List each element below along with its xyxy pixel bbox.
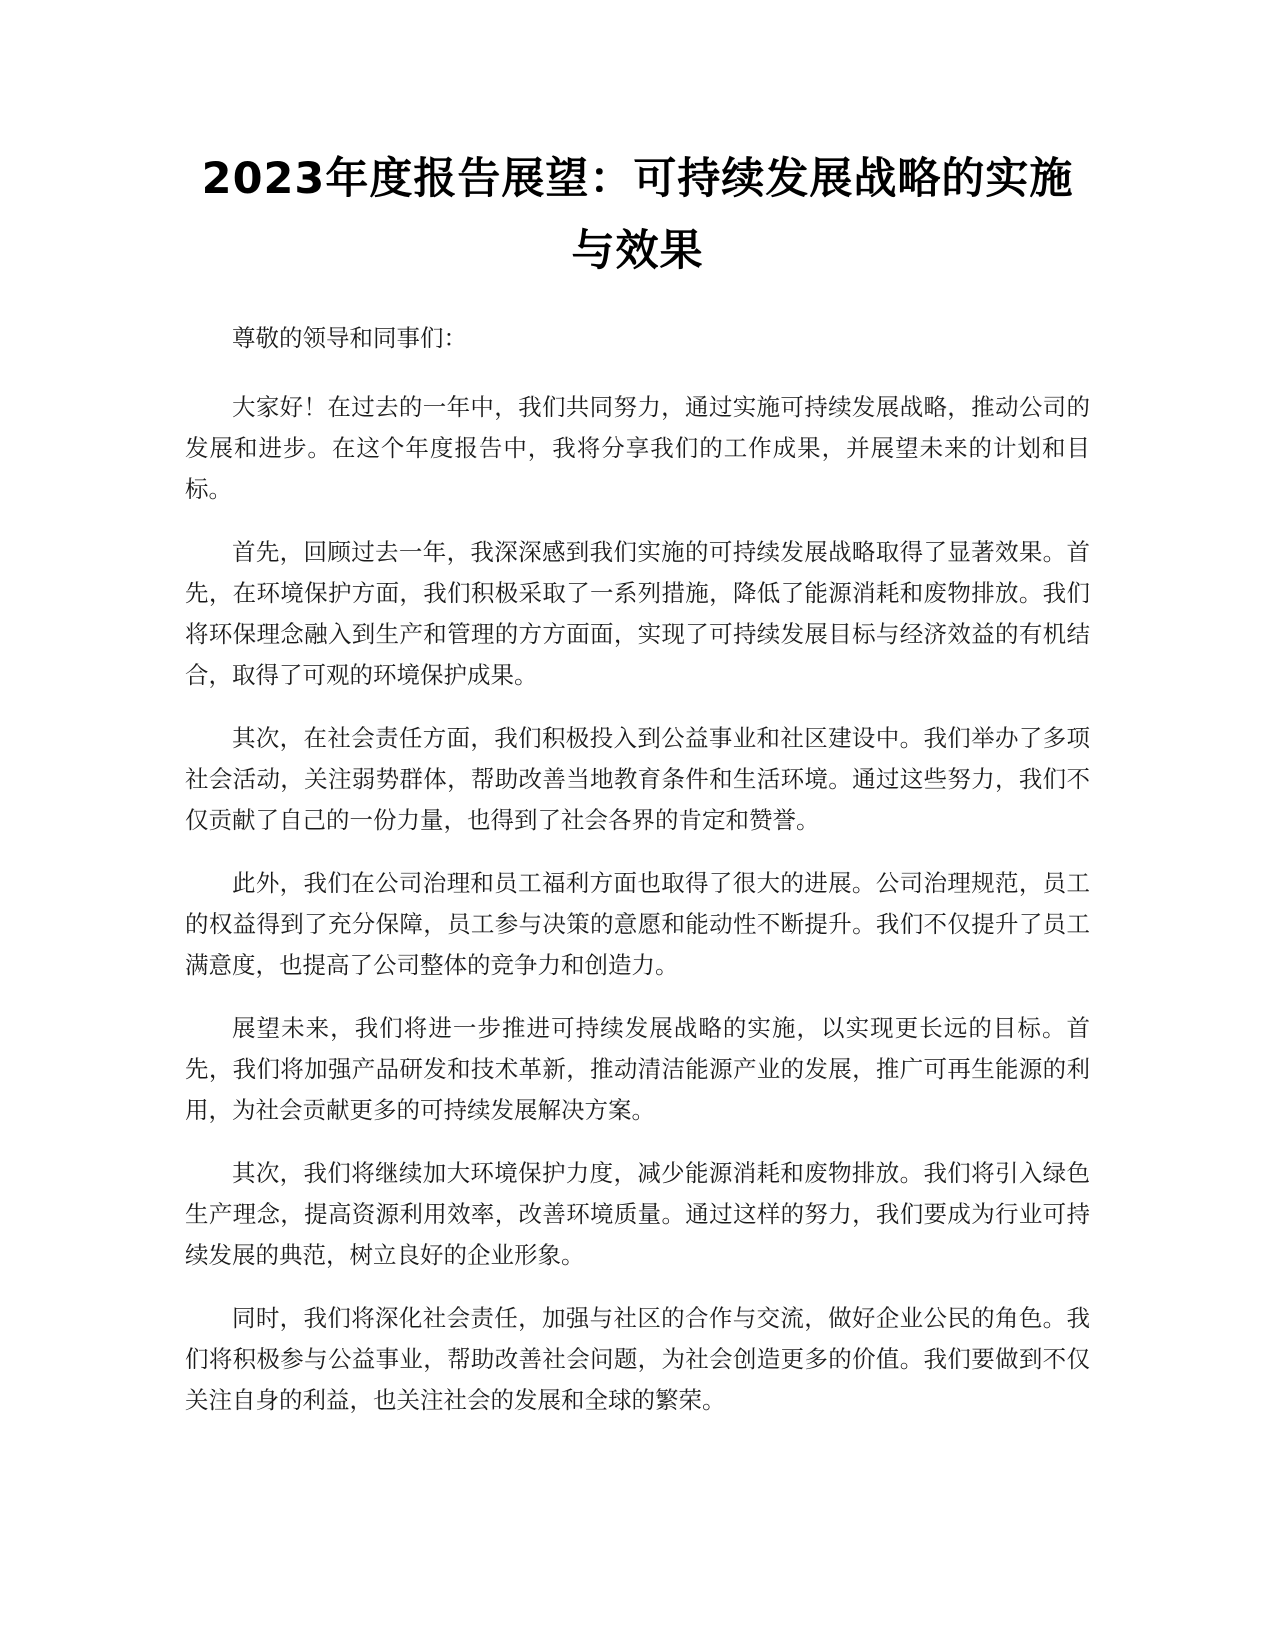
paragraph-social-responsibility: 其次，在社会责任方面，我们积极投入到公益事业和社区建设中。我们举办了多项社会活动，关注弱势群体，帮助改善当地教育条件和生活环境。通过这些努力，我们不仅贡献了自己的一份力量，也得到了社会各界的肯定和赞誉。	[185, 724, 1090, 834]
paragraph-greeting: 大家好！在过去的一年中，我们共同努力，通过实施可持续发展战略，推动公司的发展和进步。在这个年度报告中，我将分享我们的工作成果，并展望未来的计划和目标。	[185, 393, 1090, 503]
document-body	[185, 318, 1090, 1443]
paragraph-environment-plan: 其次，我们将继续加大环境保护力度，减少能源消耗和废物排放。我们将引入绿色生产理念，提高资源利用效率，改善环境质量。通过这样的努力，我们要成为行业可持续发展的典范，树立良好的企业形象。	[185, 1159, 1090, 1269]
document-title: 2023年度报告展望：可持续发展战略的实施与效果	[201, 154, 1074, 276]
paragraph-social-plan: 同时，我们将深化社会责任，加强与社区的合作与交流，做好企业公民的角色。我们将积极参与公益事业，帮助改善社会问题，为社会创造更多的价值。我们要做到不仅关注自身的利益，也关注社会的发展和全球的繁荣。	[185, 1304, 1090, 1414]
paragraph-governance: 此外，我们在公司治理和员工福利方面也取得了很大的进展。公司治理规范，员工的权益得到了充分保障，员工参与决策的意愿和能动性不断提升。我们不仅提升了员工满意度，也提高了公司整体的竞争力和创造力。	[185, 869, 1090, 979]
paragraph-environment-review: 首先，回顾过去一年，我深深感到我们实施的可持续发展战略取得了显著效果。首先，在环境保护方面，我们积极采取了一系列措施，降低了能源消耗和废物排放。我们将环保理念融入到生产和管理的方方面面，实现了可持续发展目标与经济效益的有机结合，取得了可观的环境保护成果。	[185, 538, 1090, 689]
salutation: 尊敬的领导和同事们：	[232, 324, 467, 352]
paragraph-outlook: 展望未来，我们将进一步推进可持续发展战略的实施，以实现更长远的目标。首先，我们将加强产品研发和技术革新，推动清洁能源产业的发展，推广可再生能源的利用，为社会贡献更多的可持续发展解决方案。	[185, 1014, 1090, 1124]
